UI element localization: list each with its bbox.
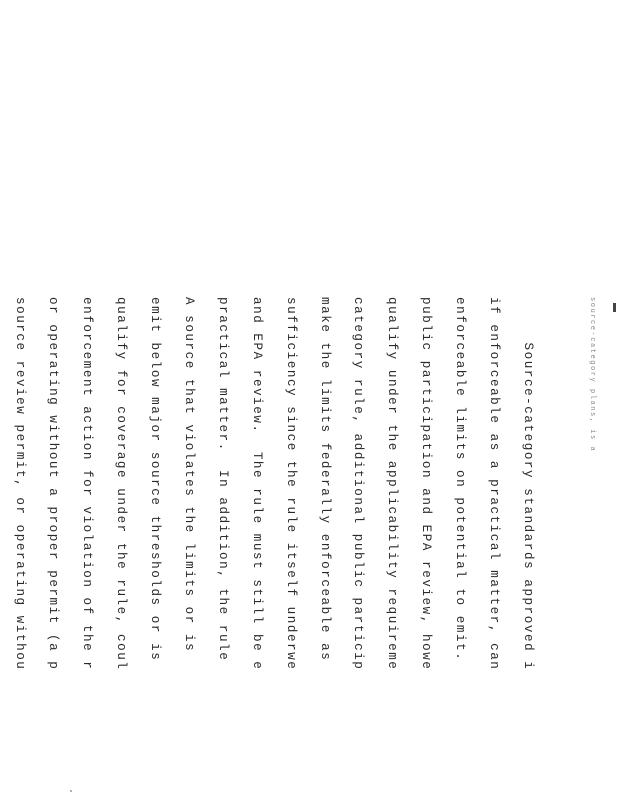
text-line: enforceable limits on potential to emit. xyxy=(453,297,468,662)
text-line: public participation and EPA review, howe xyxy=(419,297,434,671)
text-line: if enforceable as a practical matter, can xyxy=(487,297,502,671)
text-line: enforcement action for violation of the r xyxy=(80,297,95,671)
paragraph-source-category xyxy=(0,297,556,800)
text-line: qualify under the applicability requireme xyxy=(385,297,400,671)
clipped-top-line: source-category plans, is a xyxy=(588,297,597,453)
text-line: or operating without a proper permit (a p xyxy=(46,297,61,671)
text-line: emit below major source thresholds or is xyxy=(148,297,163,662)
text-line: and EPA review. The rule must still be e xyxy=(249,297,264,671)
text-line: qualify for coverage under the rule, coul xyxy=(114,297,129,671)
text-line: make the limits federally enforceable as xyxy=(317,297,332,662)
rotated-text-block xyxy=(12,297,618,800)
text-line: source review permit, or operating withou xyxy=(12,297,27,671)
text-line: Source-category standards approved i xyxy=(520,297,535,671)
text-line: A source that violates the limits or is xyxy=(182,297,197,653)
text-line: category rule, additional public particip xyxy=(351,297,366,671)
text-line: sufficiency since the rule itself underwe xyxy=(283,297,298,671)
text-line: practical matter. In addition, the rule xyxy=(215,297,230,662)
